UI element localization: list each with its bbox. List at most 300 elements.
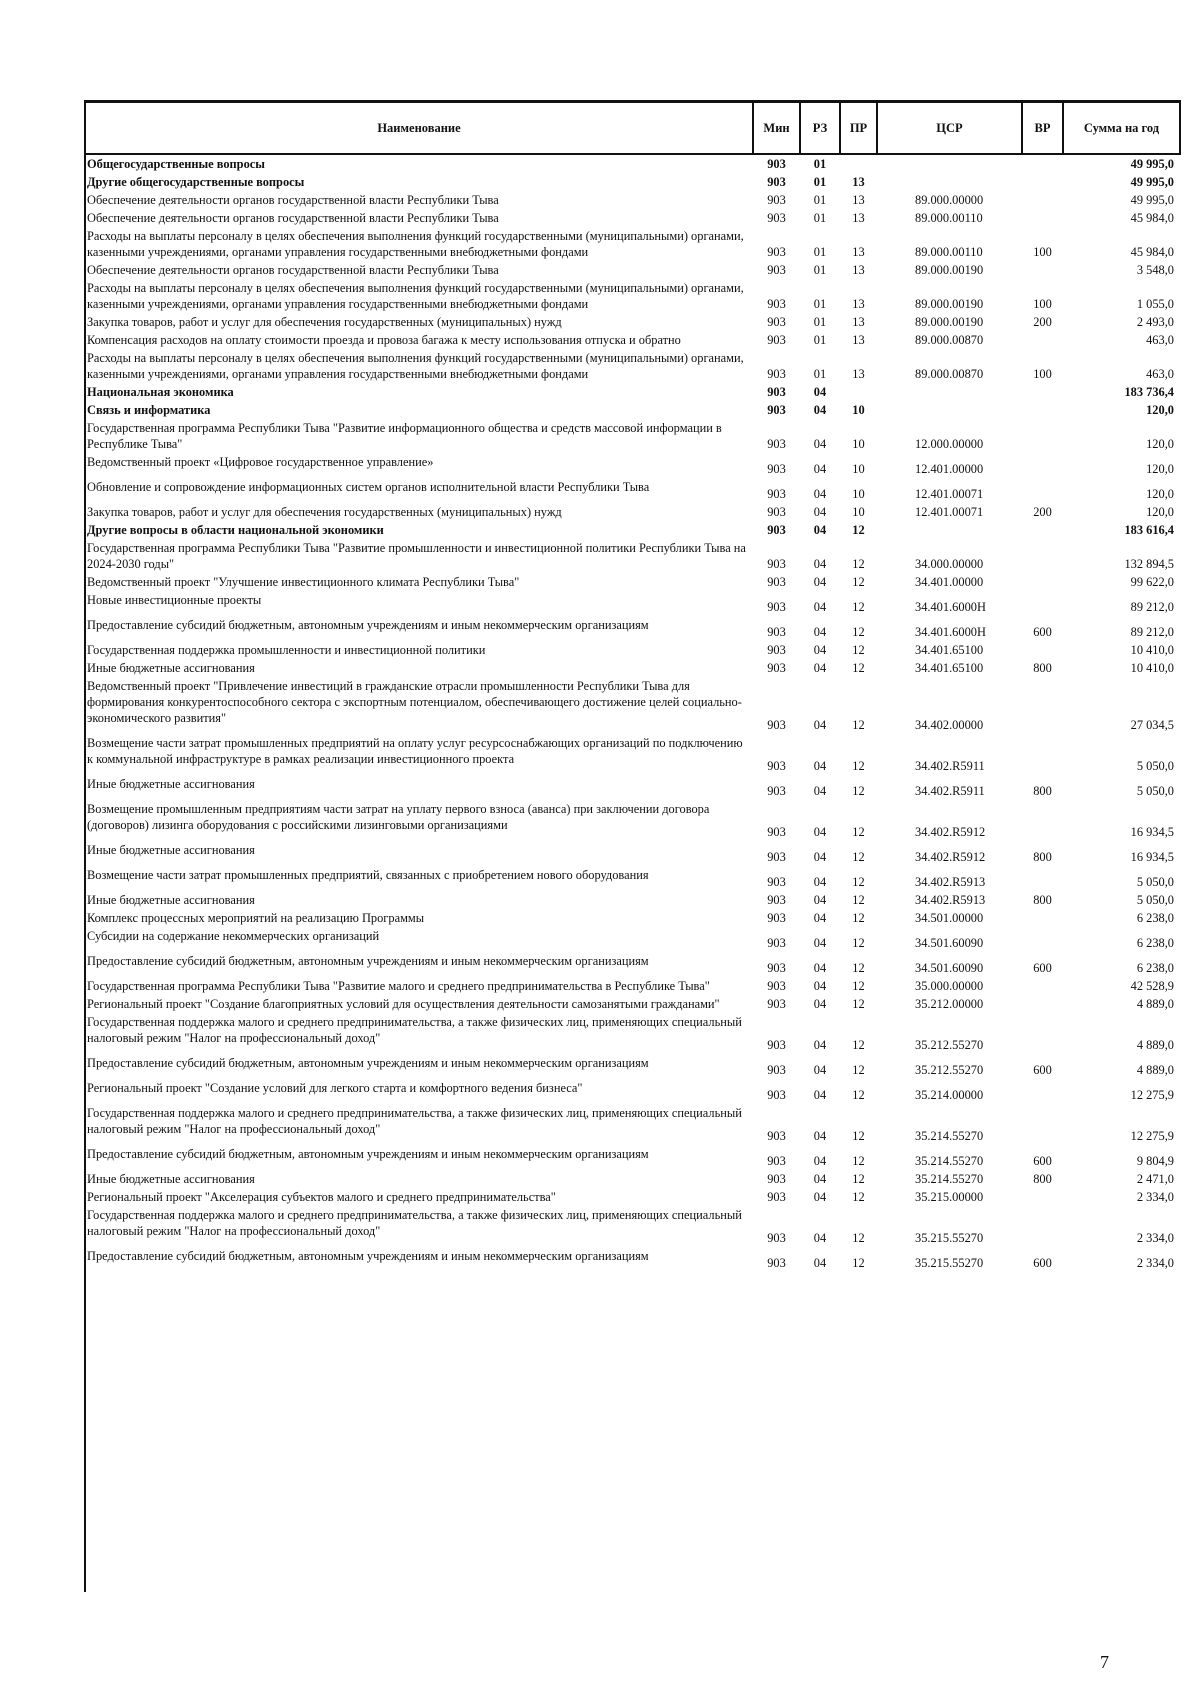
row-csr: 12.401.00071 xyxy=(915,505,984,519)
row-name: Иные бюджетные ассигнования xyxy=(87,661,255,675)
row-min: 903 xyxy=(767,718,786,732)
row-name: Предоставление субсидий бюджетным, автономным учреждениям и иным некоммерческим организациям xyxy=(87,618,649,632)
table-row xyxy=(85,977,1180,995)
table-row xyxy=(85,1104,1180,1145)
table-row xyxy=(85,659,1180,677)
row-sum: 42 528,9 xyxy=(1130,979,1174,993)
row-pr: 10 xyxy=(852,462,865,476)
row-sum: 2 334,0 xyxy=(1136,1231,1174,1245)
row-sum: 120,0 xyxy=(1146,487,1174,501)
row-vr xyxy=(1022,641,1063,659)
row-csr: 34.402.R5912 xyxy=(915,850,986,864)
row-rz: 01 xyxy=(813,193,827,207)
table-row xyxy=(85,521,1180,539)
row-vr xyxy=(1022,734,1063,775)
row-rz: 04 xyxy=(813,523,827,537)
row-min: 903 xyxy=(767,487,786,501)
row-csr: 35.212.55270 xyxy=(915,1038,984,1052)
table-row xyxy=(85,866,1180,891)
row-sum: 12 275,9 xyxy=(1130,1088,1174,1102)
row-min: 903 xyxy=(767,1172,786,1186)
row-csr: 34.402.00000 xyxy=(915,718,984,732)
row-csr: 34.401.65100 xyxy=(915,661,984,675)
row-sum: 16 934,5 xyxy=(1130,825,1174,839)
table-row xyxy=(85,383,1180,401)
row-sum: 463,0 xyxy=(1146,367,1174,381)
row-min: 903 xyxy=(767,315,786,329)
row-pr: 13 xyxy=(852,297,865,311)
row-pr: 13 xyxy=(852,333,865,347)
row-min: 903 xyxy=(767,936,786,950)
row-name: Комплекс процессных мероприятий на реализацию Программы xyxy=(87,911,425,925)
row-rz: 04 xyxy=(813,1154,827,1168)
row-min: 903 xyxy=(767,333,786,347)
row-pr: 12 xyxy=(852,1088,865,1102)
table-row xyxy=(85,453,1180,478)
row-rz: 04 xyxy=(813,961,827,975)
row-vr xyxy=(1022,573,1063,591)
page-number: 7 xyxy=(1100,1652,1109,1672)
row-csr xyxy=(877,401,1022,419)
row-pr: 12 xyxy=(852,875,865,889)
row-csr: 34.401.6000Н xyxy=(915,600,986,614)
row-sum: 49 995,0 xyxy=(1130,193,1174,207)
row-sum: 12 275,9 xyxy=(1130,1129,1174,1143)
row-rz: 01 xyxy=(813,333,827,347)
row-sum: 6 238,0 xyxy=(1136,936,1174,950)
row-name: Связь и информатика xyxy=(87,403,211,417)
row-sum: 5 050,0 xyxy=(1136,875,1174,889)
row-vr xyxy=(1022,419,1063,453)
row-vr xyxy=(1022,521,1063,539)
row-min: 903 xyxy=(767,462,786,476)
row-name: Национальная экономика xyxy=(87,385,234,399)
row-min: 903 xyxy=(767,625,786,639)
row-sum: 45 984,0 xyxy=(1130,211,1174,225)
row-rz: 04 xyxy=(813,625,827,639)
row-sum: 6 238,0 xyxy=(1136,911,1174,925)
row-vr: 800 xyxy=(1033,784,1052,798)
row-csr: 12.401.00071 xyxy=(915,487,984,501)
row-csr: 12.000.00000 xyxy=(915,437,984,451)
row-rz: 04 xyxy=(813,385,827,399)
row-pr: 13 xyxy=(852,175,865,189)
table-row xyxy=(85,909,1180,927)
table-row xyxy=(85,1206,1180,1247)
row-rz: 01 xyxy=(813,245,827,259)
row-rz: 04 xyxy=(813,661,827,675)
table-row xyxy=(85,1054,1180,1079)
row-csr: 35.212.55270 xyxy=(915,1063,984,1077)
row-name: Общегосударственные вопросы xyxy=(87,157,265,171)
row-sum: 89 212,0 xyxy=(1130,600,1174,614)
row-name: Обновление и сопровождение информационных систем органов исполнительной власти Республики Тыва xyxy=(87,480,650,494)
row-vr xyxy=(1022,191,1063,209)
row-vr xyxy=(1022,173,1063,191)
table-row xyxy=(85,401,1180,419)
table-row xyxy=(85,154,1180,173)
row-sum: 1 055,0 xyxy=(1136,297,1174,311)
table-row xyxy=(85,503,1180,521)
row-sum: 3 548,0 xyxy=(1136,263,1174,277)
row-vr: 800 xyxy=(1033,1172,1052,1186)
row-pr: 12 xyxy=(852,1256,865,1270)
row-rz: 04 xyxy=(813,575,827,589)
row-csr: 35.215.55270 xyxy=(915,1256,984,1270)
row-rz: 04 xyxy=(813,825,827,839)
row-rz: 04 xyxy=(813,1231,827,1245)
row-min: 903 xyxy=(767,979,786,993)
row-pr: 12 xyxy=(852,850,865,864)
table-row xyxy=(85,927,1180,952)
row-pr: 12 xyxy=(852,718,865,732)
row-csr: 34.501.60090 xyxy=(915,936,984,950)
row-min: 903 xyxy=(767,523,786,537)
row-csr: 35.214.00000 xyxy=(915,1088,984,1102)
row-sum: 89 212,0 xyxy=(1130,625,1174,639)
row-csr: 34.501.60090 xyxy=(915,961,984,975)
row-min: 903 xyxy=(767,1190,786,1204)
row-min: 903 xyxy=(767,1088,786,1102)
row-name: Предоставление субсидий бюджетным, автономным учреждениям и иным некоммерческим организациям xyxy=(87,1147,649,1161)
row-csr: 35.214.55270 xyxy=(915,1129,984,1143)
row-rz: 04 xyxy=(813,1063,827,1077)
row-vr xyxy=(1022,478,1063,503)
row-vr: 600 xyxy=(1033,1256,1052,1270)
row-csr: 34.402.R5913 xyxy=(915,875,986,889)
row-pr: 10 xyxy=(852,487,865,501)
row-pr: 13 xyxy=(852,211,865,225)
row-csr: 35.215.00000 xyxy=(915,1190,984,1204)
row-pr: 12 xyxy=(852,1038,865,1052)
row-pr: 13 xyxy=(852,315,865,329)
row-vr xyxy=(1022,209,1063,227)
table-row xyxy=(85,539,1180,573)
row-min: 903 xyxy=(767,193,786,207)
row-name: Предоставление субсидий бюджетным, автономным учреждениям и иным некоммерческим организациям xyxy=(87,1056,649,1070)
row-min: 903 xyxy=(767,367,786,381)
row-min: 903 xyxy=(767,403,786,417)
row-vr xyxy=(1022,453,1063,478)
table-row xyxy=(85,331,1180,349)
row-pr: 12 xyxy=(852,661,865,675)
row-name: Государственная поддержка малого и среднего предпринимательства, а также физических лиц, применяющих специальный налоговый режим "Налог на профессиональный доход" xyxy=(87,1208,742,1238)
row-sum: 132 894,5 xyxy=(1124,557,1174,571)
row-sum: 99 622,0 xyxy=(1130,575,1174,589)
row-csr: 35.214.55270 xyxy=(915,1154,984,1168)
row-vr xyxy=(1022,154,1063,173)
row-min: 903 xyxy=(767,1038,786,1052)
row-name: Иные бюджетные ассигнования xyxy=(87,893,255,907)
row-csr: 34.401.00000 xyxy=(915,575,984,589)
row-name: Государственная поддержка малого и среднего предпринимательства, а также физических лиц, применяющих специальный налоговый режим "Налог на профессиональный доход" xyxy=(87,1106,742,1136)
row-pr: 12 xyxy=(852,1190,865,1204)
row-sum: 45 984,0 xyxy=(1130,245,1174,259)
table-row xyxy=(85,573,1180,591)
row-rz: 04 xyxy=(813,403,827,417)
row-vr: 100 xyxy=(1033,245,1052,259)
table-row xyxy=(85,1188,1180,1206)
row-sum: 16 934,5 xyxy=(1130,850,1174,864)
row-name: Ведомственный проект "Улучшение инвестиционного климата Республики Тыва" xyxy=(87,575,520,589)
row-name: Региональный проект "Создание условий для легкого старта и комфортного ведения бизнеса" xyxy=(87,1081,583,1095)
row-sum: 2 334,0 xyxy=(1136,1256,1174,1270)
row-name: Обеспечение деятельности органов государственной власти Республики Тыва xyxy=(87,193,499,207)
row-csr xyxy=(877,173,1022,191)
table-row xyxy=(85,478,1180,503)
header-pr: ПР xyxy=(840,102,877,154)
row-vr xyxy=(1022,866,1063,891)
row-vr: 600 xyxy=(1033,1154,1052,1168)
row-vr: 600 xyxy=(1033,625,1052,639)
row-sum: 49 995,0 xyxy=(1130,157,1174,171)
row-sum: 183 616,4 xyxy=(1124,523,1174,537)
row-vr: 800 xyxy=(1033,893,1052,907)
row-pr: 12 xyxy=(852,936,865,950)
row-min: 903 xyxy=(767,245,786,259)
row-pr: 12 xyxy=(852,997,865,1011)
row-rz: 04 xyxy=(813,875,827,889)
row-sum: 5 050,0 xyxy=(1136,893,1174,907)
table-row xyxy=(85,841,1180,866)
row-csr: 89.000.00110 xyxy=(915,245,983,259)
row-vr xyxy=(1022,1206,1063,1247)
row-rz: 01 xyxy=(813,157,827,171)
row-rz: 04 xyxy=(813,600,827,614)
row-rz: 01 xyxy=(813,211,827,225)
row-vr xyxy=(1022,909,1063,927)
row-csr: 89.000.00110 xyxy=(915,211,983,225)
row-min: 903 xyxy=(767,875,786,889)
row-pr: 10 xyxy=(852,437,865,451)
row-csr xyxy=(877,521,1022,539)
row-pr: 12 xyxy=(852,825,865,839)
row-pr: 13 xyxy=(852,245,865,259)
row-min: 903 xyxy=(767,1063,786,1077)
row-rz: 04 xyxy=(813,1172,827,1186)
row-min: 903 xyxy=(767,784,786,798)
row-pr: 12 xyxy=(852,643,865,657)
table-row xyxy=(85,952,1180,977)
row-sum: 6 238,0 xyxy=(1136,961,1174,975)
row-min: 903 xyxy=(767,850,786,864)
row-min: 903 xyxy=(767,437,786,451)
row-min: 903 xyxy=(767,643,786,657)
row-csr xyxy=(877,154,1022,173)
header-rz: РЗ xyxy=(800,102,840,154)
row-name: Новые инвестиционные проекты xyxy=(87,593,262,607)
row-name: Другие вопросы в области национальной экономики xyxy=(87,523,384,537)
row-name: Закупка товаров, работ и услуг для обеспечения государственных (муниципальных) нужд xyxy=(87,505,562,519)
row-sum: 2 471,0 xyxy=(1136,1172,1174,1186)
row-csr: 89.000.00870 xyxy=(915,367,984,381)
row-min: 903 xyxy=(767,157,786,171)
row-rz: 04 xyxy=(813,997,827,1011)
table-row xyxy=(85,1170,1180,1188)
row-rz: 01 xyxy=(813,367,827,381)
row-csr: 35.215.55270 xyxy=(915,1231,984,1245)
row-vr xyxy=(1022,927,1063,952)
row-rz: 01 xyxy=(813,315,827,329)
row-name: Государственная программа Республики Тыва "Развитие малого и среднего предпринимательства в Республике Тыва" xyxy=(87,979,710,993)
row-pr: 12 xyxy=(852,600,865,614)
row-pr: 12 xyxy=(852,784,865,798)
table-row xyxy=(85,313,1180,331)
row-name: Другие общегосударственные вопросы xyxy=(87,175,305,189)
table-row xyxy=(85,1079,1180,1104)
row-vr xyxy=(1022,383,1063,401)
row-name: Ведомственный проект "Привлечение инвестиций в гражданские отрасли промышленности Республики Тыва для формирования конкурентоспособного сектора с экспортным потенциалом, обеспечивающего достижение целей социально-экономического развития" xyxy=(87,679,742,725)
row-min: 903 xyxy=(767,893,786,907)
row-vr xyxy=(1022,331,1063,349)
row-csr: 34.501.00000 xyxy=(915,911,984,925)
row-sum: 4 889,0 xyxy=(1136,997,1174,1011)
row-csr: 34.402.R5911 xyxy=(915,759,985,773)
row-name: Расходы на выплаты персоналу в целях обеспечения выполнения функций государственными (муниципальными) органами, казенными учреждениями, органами управления государственными внебюджетными фондами xyxy=(87,351,744,381)
row-vr xyxy=(1022,1013,1063,1054)
row-name: Расходы на выплаты персоналу в целях обеспечения выполнения функций государственными (муниципальными) органами, казенными учреждениями, органами управления государственными внебюджетными фондами xyxy=(87,281,744,311)
row-min: 903 xyxy=(767,759,786,773)
table-row xyxy=(85,173,1180,191)
row-name: Предоставление субсидий бюджетным, автономным учреждениям и иным некоммерческим организациям xyxy=(87,954,649,968)
table-row xyxy=(85,191,1180,209)
table-row xyxy=(85,209,1180,227)
row-vr: 200 xyxy=(1033,315,1052,329)
row-pr: 12 xyxy=(852,759,865,773)
row-sum: 4 889,0 xyxy=(1136,1063,1174,1077)
row-vr xyxy=(1022,995,1063,1013)
row-vr xyxy=(1022,1104,1063,1145)
row-rz: 04 xyxy=(813,850,827,864)
row-rz: 04 xyxy=(813,462,827,476)
row-rz: 04 xyxy=(813,487,827,501)
row-min: 903 xyxy=(767,1231,786,1245)
table-row xyxy=(85,677,1180,734)
row-name: Региональный проект "Создание благоприятных условий для осуществления деятельности самозанятыми гражданами" xyxy=(87,997,720,1011)
row-min: 903 xyxy=(767,1129,786,1143)
row-name: Государственная поддержка промышленности и инвестиционной политики xyxy=(87,643,486,657)
row-name: Возмещение части затрат промышленных предприятий на оплату услуг ресурсоснабжающих организаций по подключению к коммунальной инфраструктуре в рамках реализации инвестиционного проекта xyxy=(87,736,743,766)
header-min: Мин xyxy=(753,102,800,154)
row-pr: 13 xyxy=(852,193,865,207)
row-csr xyxy=(877,383,1022,401)
row-min: 903 xyxy=(767,825,786,839)
row-rz: 04 xyxy=(813,1038,827,1052)
row-sum: 10 410,0 xyxy=(1130,661,1174,675)
row-sum: 2 493,0 xyxy=(1136,315,1174,329)
row-pr: 12 xyxy=(852,961,865,975)
row-rz: 04 xyxy=(813,784,827,798)
table-row xyxy=(85,227,1180,261)
row-rz: 04 xyxy=(813,437,827,451)
row-min: 903 xyxy=(767,1256,786,1270)
row-name: Государственная поддержка малого и среднего предпринимательства, а также физических лиц, применяющих специальный налоговый режим "Налог на профессиональный доход" xyxy=(87,1015,742,1045)
row-vr xyxy=(1022,401,1063,419)
row-min: 903 xyxy=(767,505,786,519)
row-sum: 4 889,0 xyxy=(1136,1038,1174,1052)
row-sum: 5 050,0 xyxy=(1136,784,1174,798)
row-min: 903 xyxy=(767,575,786,589)
row-csr: 34.402.R5911 xyxy=(915,784,985,798)
row-rz: 04 xyxy=(813,759,827,773)
row-csr: 34.402.R5912 xyxy=(915,825,986,839)
row-rz: 04 xyxy=(813,505,827,519)
table-row xyxy=(85,995,1180,1013)
row-vr: 800 xyxy=(1033,850,1052,864)
row-vr: 600 xyxy=(1033,961,1052,975)
row-rz: 01 xyxy=(813,297,827,311)
row-min: 903 xyxy=(767,385,786,399)
row-rz: 01 xyxy=(813,263,827,277)
row-sum: 27 034,5 xyxy=(1130,718,1174,732)
row-pr: 12 xyxy=(852,1231,865,1245)
budget-table xyxy=(84,101,1181,1272)
table-row xyxy=(85,591,1180,616)
row-pr xyxy=(840,383,877,401)
row-min: 903 xyxy=(767,1154,786,1168)
row-csr: 89.000.00190 xyxy=(915,297,984,311)
row-pr: 12 xyxy=(852,911,865,925)
row-csr: 12.401.00000 xyxy=(915,462,984,476)
row-name: Компенсация расходов на оплату стоимости проезда и провоза багажа к месту использования отпуска и обратно xyxy=(87,333,681,347)
row-pr: 12 xyxy=(852,979,865,993)
row-vr xyxy=(1022,977,1063,995)
table-row xyxy=(85,616,1180,641)
row-pr: 12 xyxy=(852,1154,865,1168)
row-min: 903 xyxy=(767,175,786,189)
row-rz: 04 xyxy=(813,979,827,993)
row-name: Предоставление субсидий бюджетным, автономным учреждениям и иным некоммерческим организациям xyxy=(87,1249,649,1263)
row-sum: 10 410,0 xyxy=(1130,643,1174,657)
row-name: Ведомственный проект «Цифровое государственное управление» xyxy=(87,455,434,469)
row-min: 903 xyxy=(767,661,786,675)
row-sum: 5 050,0 xyxy=(1136,759,1174,773)
row-rz: 04 xyxy=(813,911,827,925)
row-vr xyxy=(1022,1188,1063,1206)
row-pr: 10 xyxy=(852,505,865,519)
row-vr xyxy=(1022,591,1063,616)
row-rz: 04 xyxy=(813,718,827,732)
row-pr: 12 xyxy=(852,1172,865,1186)
row-sum: 9 804,9 xyxy=(1136,1154,1174,1168)
row-vr xyxy=(1022,1079,1063,1104)
header-csr: ЦСР xyxy=(877,102,1022,154)
row-sum: 2 334,0 xyxy=(1136,1190,1174,1204)
row-pr: 10 xyxy=(852,403,865,417)
row-pr: 12 xyxy=(852,575,865,589)
row-pr: 12 xyxy=(852,523,865,537)
row-rz: 01 xyxy=(813,175,827,189)
row-min: 903 xyxy=(767,600,786,614)
row-min: 903 xyxy=(767,263,786,277)
row-csr: 89.000.00190 xyxy=(915,263,984,277)
row-name: Иные бюджетные ассигнования xyxy=(87,1172,255,1186)
row-vr xyxy=(1022,677,1063,734)
row-sum: 463,0 xyxy=(1146,333,1174,347)
row-vr xyxy=(1022,261,1063,279)
row-pr: 13 xyxy=(852,367,865,381)
row-rz: 04 xyxy=(813,1190,827,1204)
row-rz: 04 xyxy=(813,1256,827,1270)
row-csr: 89.000.00870 xyxy=(915,333,984,347)
row-min: 903 xyxy=(767,997,786,1011)
row-csr: 34.401.6000Н xyxy=(915,625,986,639)
row-csr: 34.000.00000 xyxy=(915,557,984,571)
table-row xyxy=(85,419,1180,453)
row-min: 903 xyxy=(767,911,786,925)
row-name: Закупка товаров, работ и услуг для обеспечения государственных (муниципальных) нужд xyxy=(87,315,562,329)
row-sum: 49 995,0 xyxy=(1130,175,1174,189)
